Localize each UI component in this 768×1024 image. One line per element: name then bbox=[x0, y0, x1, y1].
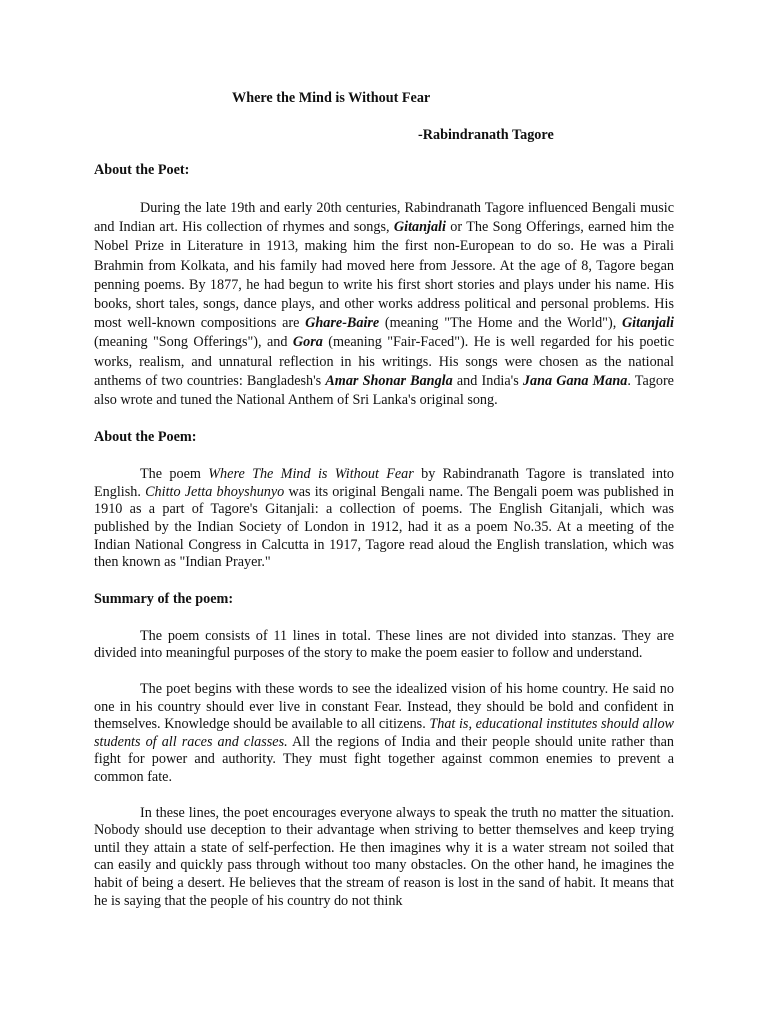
emphasized-title: Amar Shonar Bangla bbox=[325, 372, 453, 389]
emphasized-title: Jana Gana Mana bbox=[522, 372, 628, 389]
italic-text: Chitto Jetta bhoyshunyo bbox=[145, 483, 285, 500]
text-run: was its original Bengali name. The Bengali poem was published in 1910 as a part of Tagore's Gitanjali: a collection of poems. The English Gitanjali, which was published by the Indian Society of London in 1912, had it as a poem No.35. At a meeting of the Indian National Congress in Calcutta in 1917, Tagore read aloud the English translation, which was then known as "Indian Prayer." bbox=[94, 483, 674, 571]
document-title: Where the Mind is Without Fear bbox=[232, 90, 431, 106]
text-run: by Rabindranath Tagore is translated into English. bbox=[94, 466, 674, 500]
italic-text: Where The Mind is Without Fear bbox=[208, 466, 414, 483]
text-run: . Tagore also wrote and tuned the National Anthem of Sri Lanka's original song. bbox=[94, 372, 674, 409]
text-run: and India's bbox=[452, 372, 523, 389]
paragraph bbox=[94, 466, 674, 572]
text-run: During the late 19th and early 20th centuries, Rabindranath Tagore influenced Bengali music and Indian art. His collection of rhymes and songs, bbox=[94, 200, 674, 236]
section-summary bbox=[94, 591, 674, 910]
paragraph bbox=[94, 805, 674, 911]
section-heading: Summary of the poem: bbox=[94, 590, 234, 607]
emphasized-title: Gora bbox=[292, 334, 323, 351]
author-line: -Rabindranath Tagore bbox=[418, 127, 554, 143]
section-about-poem bbox=[94, 429, 674, 572]
text-run: (meaning "Song Offerings"), and bbox=[94, 334, 293, 351]
section-about-poet bbox=[94, 162, 674, 410]
emphasized-title: Ghare-Baire bbox=[305, 315, 380, 332]
paragraph bbox=[94, 199, 674, 410]
text-run: The poem consists of 11 lines in total. These lines are not divided into stanzas. They are divided into meaningful purposes of the story to make the poem easier to follow and understand. bbox=[94, 627, 674, 662]
text-run: In these lines, the poet encourages everyone always to speak the truth no matter the situation. Nobody should use deception to their advantage when striving to better themselves and keep trying until they attain a state of self-perfection. He then imagines why it is a water stream not soiled that can easily and quickly pass through without too many obstacles. On the other hand, he imagines the habit of being a desert. He believes that the stream of reason is lost in the sand of habit. It means that he is saying that the people of his country do not think bbox=[94, 804, 674, 909]
text-run: (meaning "Fair-Faced"). He is well regarded for his poetic works, realism, and unnatural reflection in his writings. His songs were chosen as the national anthems of two countries: Bangladesh's bbox=[94, 334, 675, 389]
italic-text: That is, educational institutes should allow students of all races and classes. bbox=[94, 716, 675, 750]
paragraph bbox=[94, 628, 674, 663]
text-run: or The Song Offerings, earned him the Nobel Prize in Literature in 1913, making him the first non-European to do so. He was a Pirali Brahmin from Kolkata, and his family had moved here from Jessore. At the age of 8, Tagore began penning poems. By 1877, he had begun to write his first short stories and plays under his name. His books, short tales, songs, dance plays, and other works address political and personal problems. His most well-known compositions are bbox=[94, 219, 675, 332]
text-run: All the regions of India and their people should unite rather than fight for power and authority. They must fight together against common enemies to prevent a common fate. bbox=[94, 733, 674, 785]
section-heading: About the Poem: bbox=[94, 429, 197, 446]
paragraph bbox=[94, 681, 674, 787]
text-run: The poet begins with these words to see the idealized vision of his home country. He said no one in his country should ever live in constant Fear. Instead, they should be bold and confident in themselves. Knowledge should be available to all citizens. bbox=[94, 680, 674, 733]
text-run: The poem bbox=[140, 466, 209, 483]
emphasized-title: Gitanjali bbox=[621, 315, 674, 332]
text-run: (meaning "The Home and the World"), bbox=[379, 315, 622, 332]
emphasized-title: Gitanjali bbox=[393, 219, 446, 236]
section-heading: About the Poet: bbox=[94, 162, 190, 178]
document-body bbox=[94, 162, 674, 910]
